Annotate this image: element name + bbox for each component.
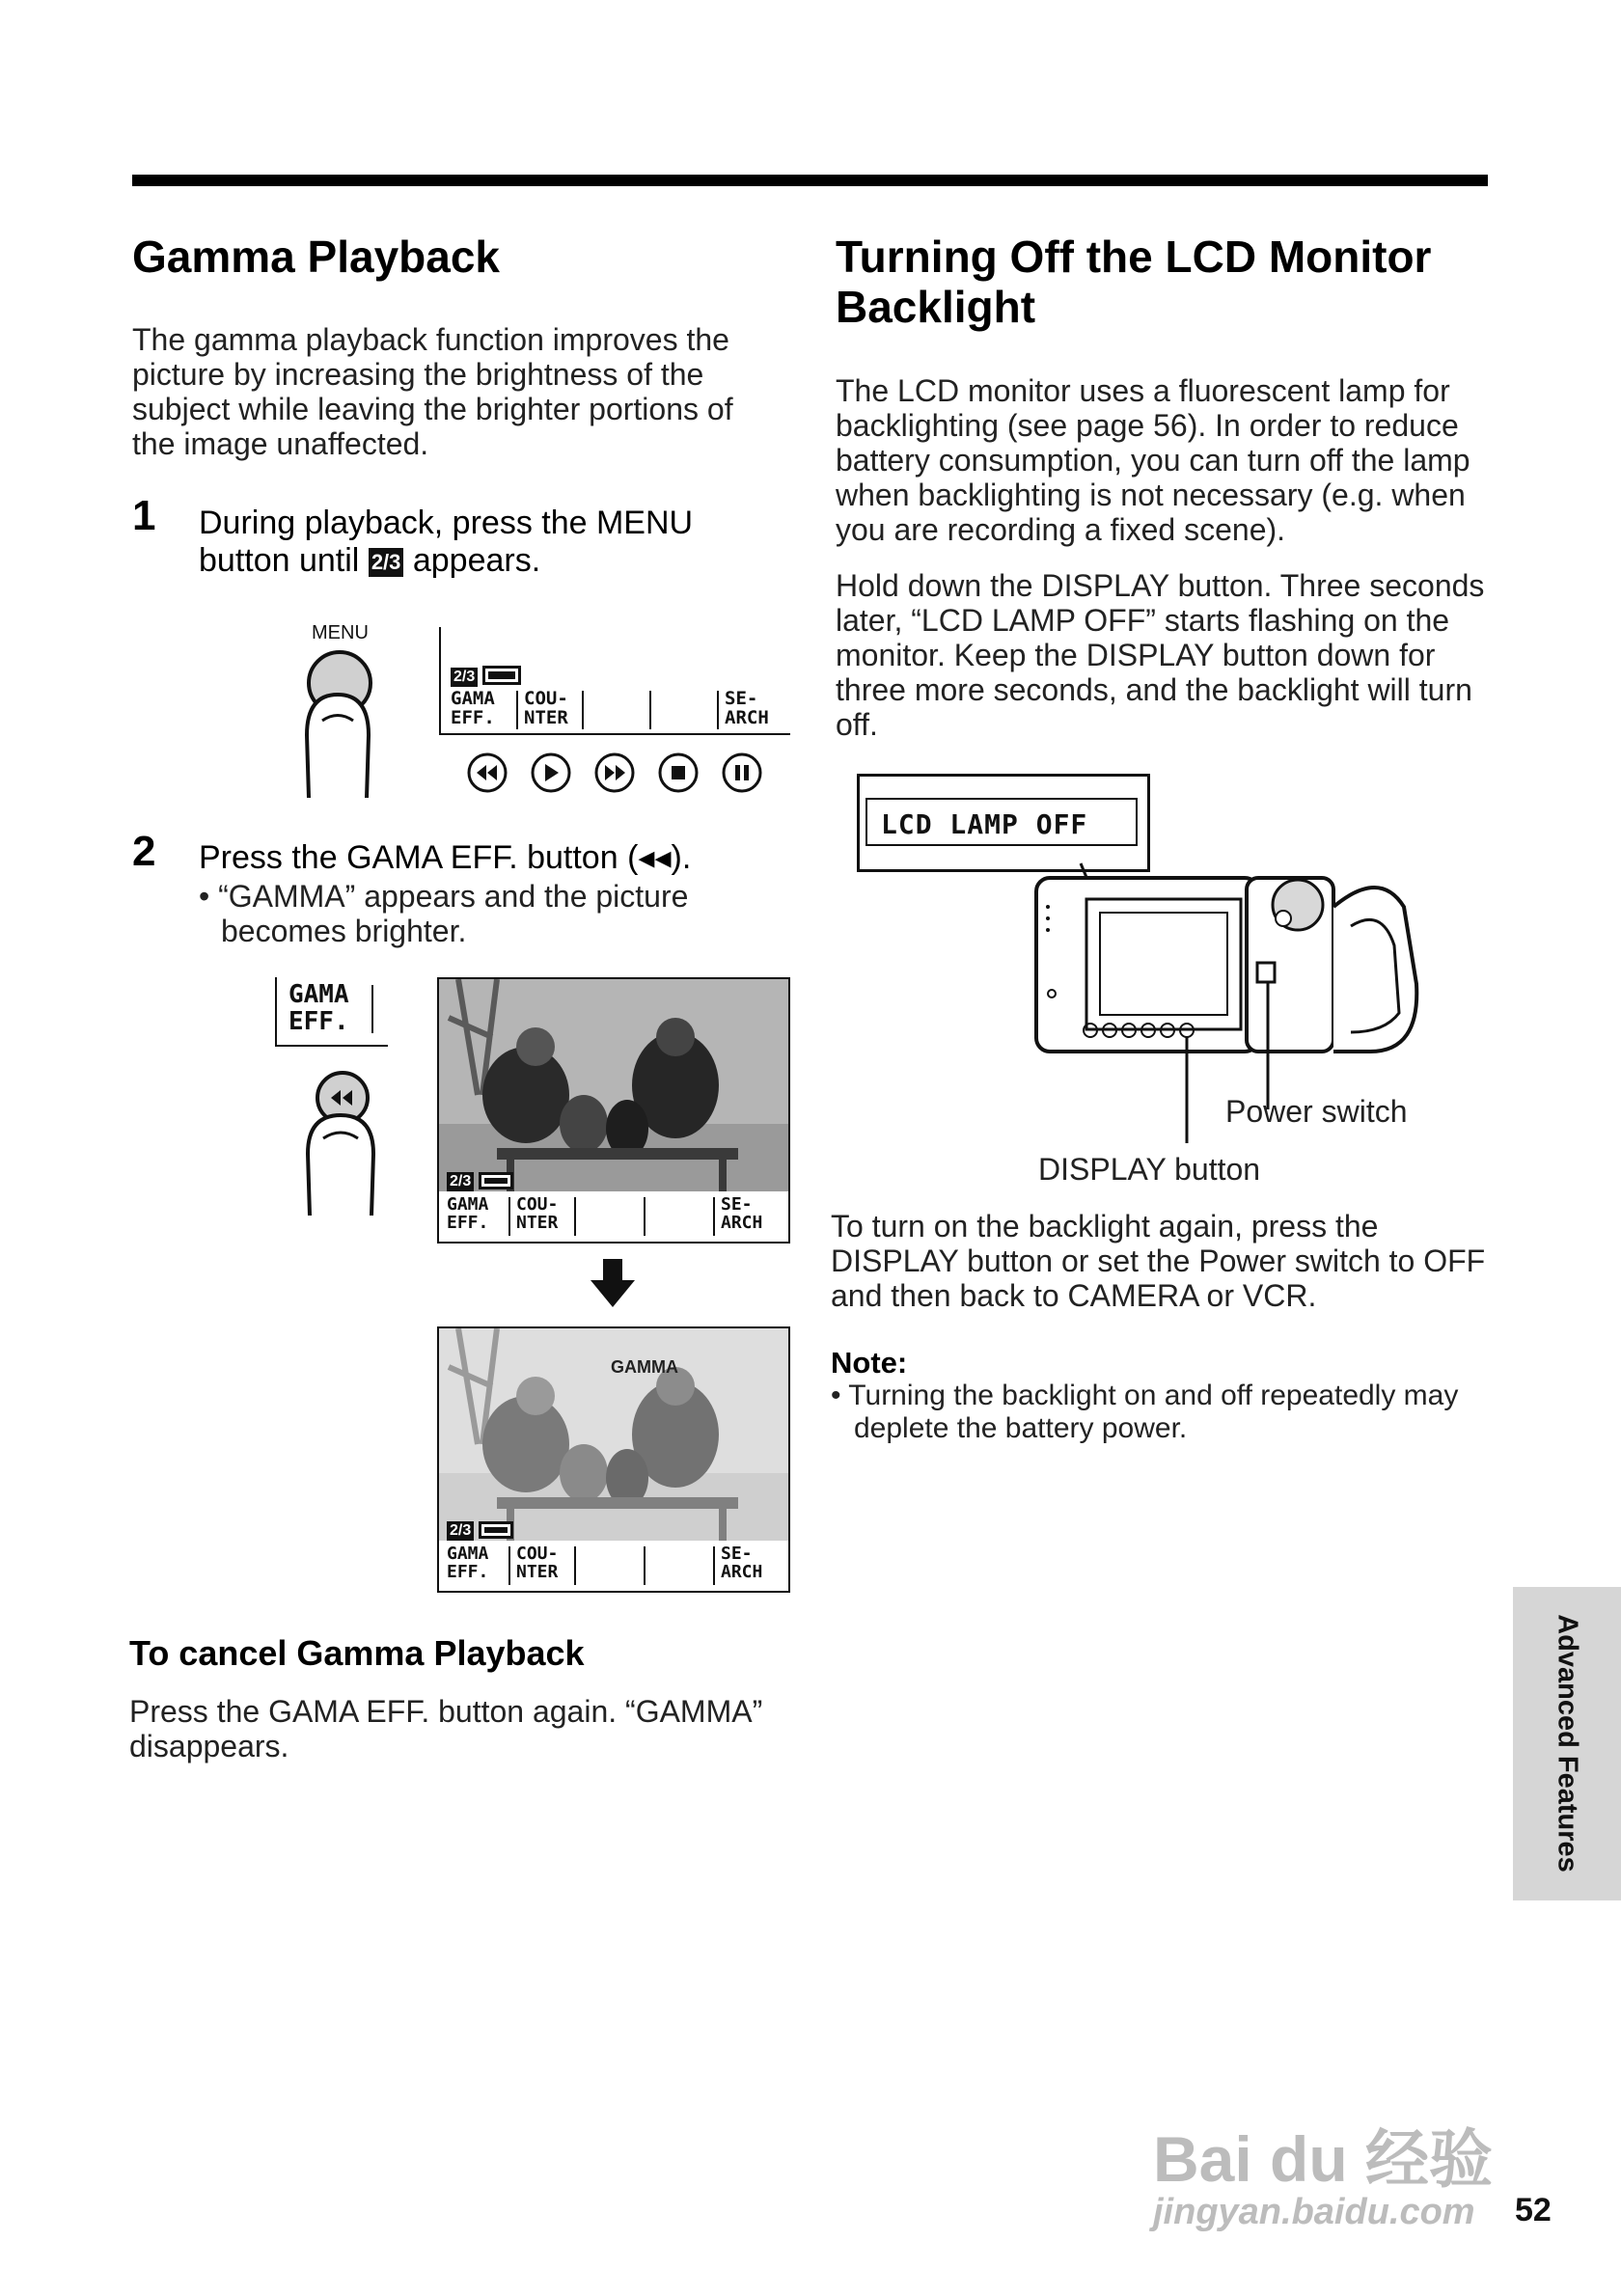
section-side-tab [1513, 1587, 1621, 1900]
step-2-bullet-cont: becomes brighter. [221, 914, 467, 948]
cancel-gamma-heading: To cancel Gamma Playback [129, 1633, 585, 1673]
stop-button-icon [660, 754, 697, 791]
finger-pressing-gama-eff-illustration [294, 1069, 400, 1223]
playback-buttons-row [465, 751, 764, 795]
playback-photo-after [437, 1326, 790, 1593]
lcd-frac-badge: 2/3 [451, 668, 478, 687]
finger-icon [307, 695, 369, 798]
photo1-search: SE- ARCH [721, 1194, 763, 1233]
power-switch-label: Power switch [1225, 1094, 1408, 1129]
playback-photo-before [437, 977, 790, 1244]
step-2-bullet: • “GAMMA” appears and the picture [199, 879, 689, 914]
photo2-osd-strip [439, 1541, 788, 1591]
play-button-icon [533, 754, 569, 791]
photo2-search: SE- ARCH [721, 1544, 763, 1582]
down-arrow-icon [591, 1259, 635, 1307]
menu-page-badge: 2/3 [369, 548, 404, 577]
photo1-counter: COU- NTER [516, 1194, 559, 1233]
baidu-watermark-url: jingyan.baidu.com [1153, 2192, 1475, 2232]
photo1-status-row: 2/3 [447, 1172, 513, 1192]
step-2-number: 2 [132, 828, 156, 875]
side-tab-label: Advanced Features [1552, 1614, 1583, 1872]
battery-icon [479, 1172, 513, 1189]
gama-eff-callout [275, 977, 388, 1047]
photo1-gama-eff: GAMA EFF. [447, 1194, 489, 1233]
backlight-paragraph-1: The LCD monitor uses a fluorescent lamp for backlighting (see page 56). In order to reduce battery consumption, you can turn off the lamp when backlighting is not necessary (e.g. when you are recording a fixed scene). [836, 373, 1470, 547]
finger-pressing-menu-illustration [289, 648, 405, 803]
battery-icon [482, 666, 521, 685]
lcd-gama-eff: GAMA EFF. [451, 688, 495, 728]
display-button-label: DISPLAY button [1038, 1152, 1261, 1187]
lcd-lamp-off-box [865, 798, 1138, 846]
fast-forward-button-icon [596, 754, 633, 791]
backlight-paragraph-3: To turn on the backlight again, press the DISPLAY button or set the Power switch to OFF and then back to CAMERA or VCR. [831, 1209, 1486, 1313]
gamma-playback-title: Gamma Playback [132, 232, 501, 282]
lcd-counter: COU- NTER [524, 688, 568, 728]
lcd-backlight-title: Turning Off the LCD Monitor Backlight [836, 232, 1432, 332]
page-number: 52 [1515, 2192, 1552, 2228]
step-1-line-2 [199, 542, 540, 579]
finger-icon [308, 1115, 373, 1216]
step-1-line-2-pre: button until [199, 542, 360, 579]
step-1-line-1: During playback, press the MENU [199, 505, 694, 541]
pause-button-icon [724, 754, 760, 791]
step-1-number: 1 [132, 492, 156, 539]
top-rule [132, 175, 1488, 186]
backlight-paragraph-2: Hold down the DISPLAY button. Three seconds later, “LCD LAMP OFF” starts flashing on the monitor. Keep the DISPLAY button down for three more seconds, and the backlight will turn off. [836, 568, 1485, 742]
cancel-gamma-text: Press the GAMA EFF. button again. “GAMMA” disappears. [129, 1694, 763, 1763]
gamma-intro-paragraph: The gamma playback function improves the picture by increasing the brightness of the subject while leaving the brighter portions of the image unaffected. [132, 322, 733, 461]
photo2-counter: COU- NTER [516, 1544, 559, 1582]
photo2-status-row: 2/3 [447, 1521, 513, 1542]
lcd-search: SE- ARCH [725, 688, 769, 728]
lcd-menu-display [439, 627, 790, 735]
step-2-line-1: Press the GAMA EFF. button (◂◂). [199, 839, 692, 876]
battery-icon [479, 1521, 513, 1539]
gamma-overlay-text: GAMMA [611, 1357, 678, 1377]
photo2-gama-eff: GAMA EFF. [447, 1544, 489, 1582]
rewind-button-icon [469, 754, 506, 791]
note-bullet: • Turning the backlight on and off repeatedly may [831, 1380, 1459, 1411]
baidu-watermark-logo: Bai du 经验 [1153, 2123, 1494, 2195]
hand-grip [1333, 888, 1416, 1052]
gama-eff-callout-text: GAMA EFF. [288, 980, 349, 1036]
step-1-line-2-post: appears. [412, 542, 541, 579]
power-switch-icon [1257, 963, 1275, 982]
lcd-lamp-off-text: LCD LAMP OFF [881, 808, 1088, 840]
menu-label: MENU [312, 622, 369, 643]
photo1-osd-strip [439, 1191, 788, 1242]
note-bullet-cont: deplete the battery power. [854, 1412, 1188, 1444]
lcd-status-row [451, 666, 521, 688]
note-title: Note: [831, 1346, 908, 1380]
